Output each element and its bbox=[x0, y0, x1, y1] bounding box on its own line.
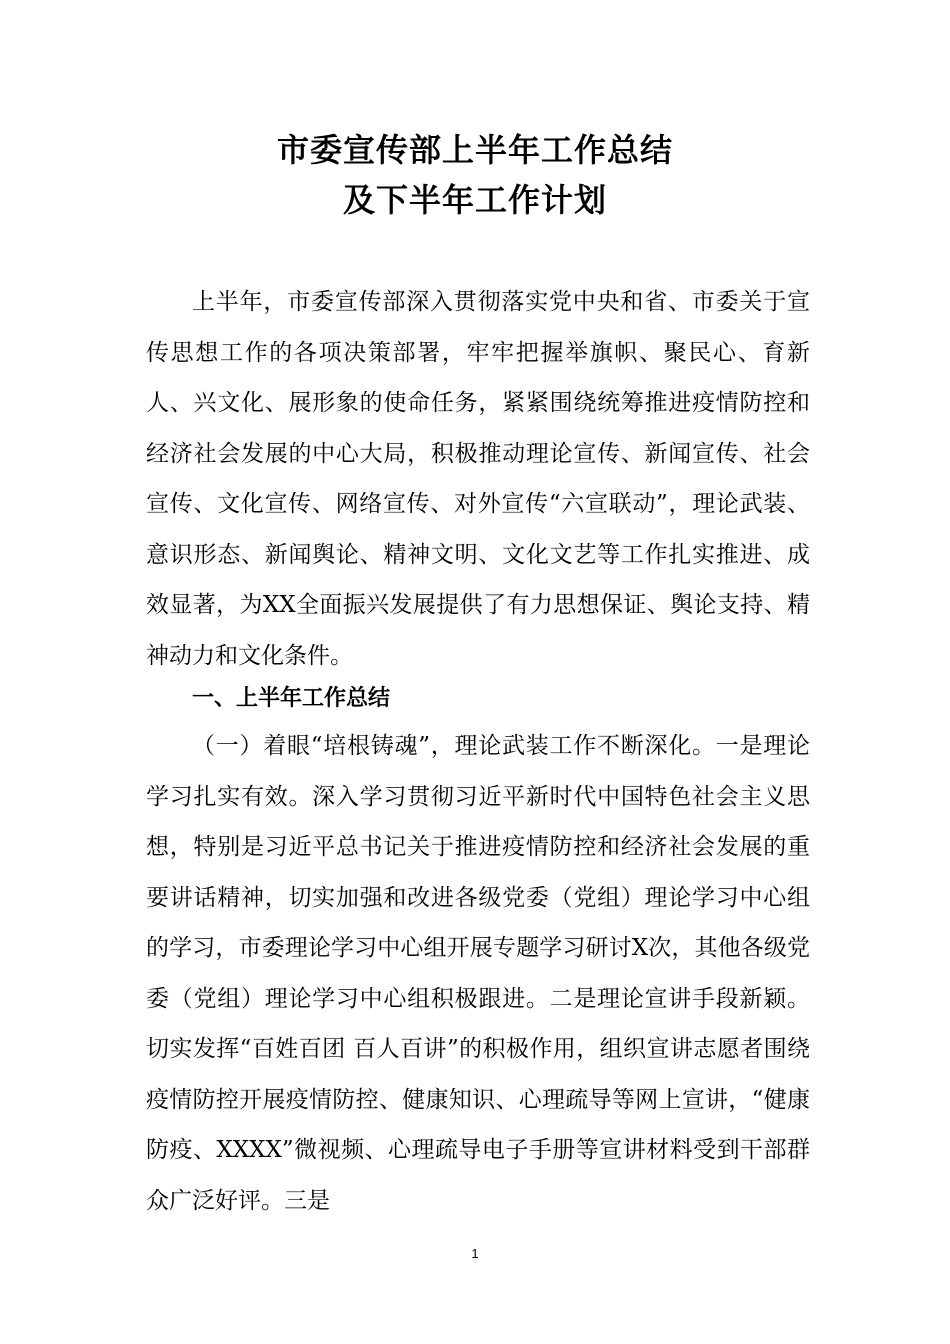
intro-paragraph-block bbox=[146, 277, 810, 681]
section1-paragraph: （一）着眼“培根铸魂”，理论武装工作不断深化。一是理论学习扎实有效。深入学习贯彻习近平新时代中国特色社会主义思想，特别是习近平总书记关于推进疫情防控和经济社会发展的重要讲话精神，切实加强和改进各级党委（党组）理论学习中心组的学习，市委理论学习中心组开展专题学习研讨X次，其他各级党委（党组）理论学习中心组积极跟进。二是理论宣讲手段新颖。切实发挥“百姓百团 百人百讲”的积极作用，组织宣讲志愿者围绕疫情防控开展疫情防控、健康知识、心理疏导等网上宣讲，“健康防疫、XXXX”微视频、心理疏导电子手册等宣讲材料受到干部群众广泛好评。三是 bbox=[146, 733, 810, 1214]
section1-paragraph-block bbox=[146, 721, 810, 1226]
document-title-line-1: 市委宣传部上半年工作总结 bbox=[276, 131, 673, 169]
document-title-line-2: 及下半年工作计划 bbox=[342, 181, 607, 219]
section-heading-first-half-summary: 一、上半年工作总结 bbox=[192, 686, 391, 711]
intro-paragraph: 上半年，市委宣传部深入贯彻落实党中央和省、市委关于宣传思想工作的各项决策部署，牢牢把握举旗帜、聚民心、育新人、兴文化、展形象的使命任务，紧紧围绕统筹推进疫情防控和经济社会发展的中心大局，积极推动理论宣传、新闻宣传、社会宣传、文化宣传、网络宣传、对外宣传“六宣联动”，理论武装、意识形态、新闻舆论、精神文明、文化文艺等工作扎实推进、成效显著，为XX全面振兴发展提供了有力思想保证、舆论支持、精神动力和文化条件。 bbox=[146, 289, 810, 669]
page-number: 1 bbox=[471, 1246, 479, 1261]
